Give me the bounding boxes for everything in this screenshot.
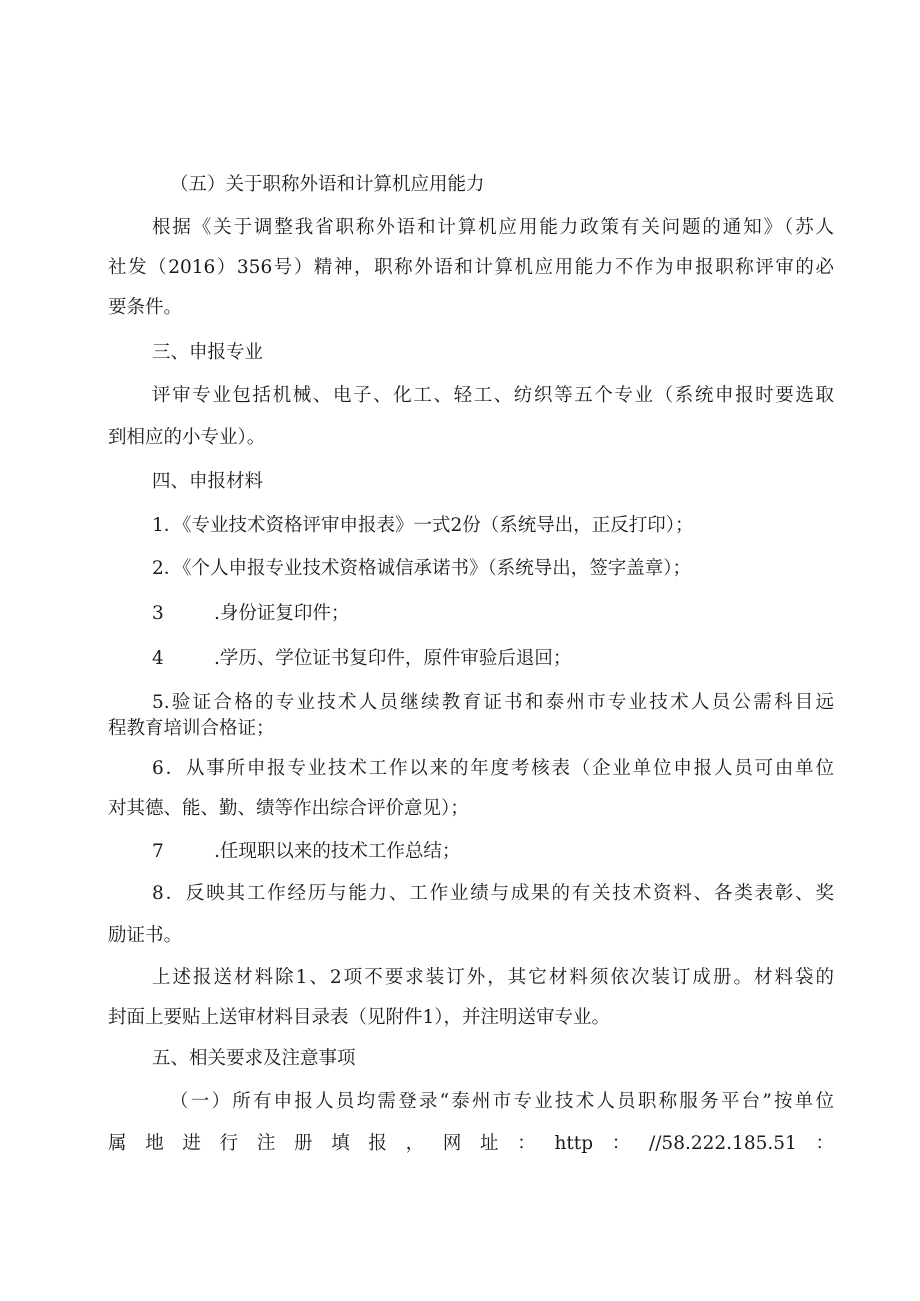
paragraph-line: 封面上要贴上送审材料目录表（见附件1），并注明送审专业。: [108, 1007, 611, 1028]
paragraph-line: 励证书。: [108, 925, 183, 946]
paragraph-line: 对其德、能、勤、绩等作出综合评价意见）；: [108, 798, 469, 819]
list-item-6: 6．从事所申报专业技术工作以来的年度考核表（企业单位申报人员可由单位: [152, 758, 834, 779]
paragraph-line: （一）所有申报人员均需登录“泰州市专业技术人员职称服务平台”按单位: [170, 1091, 834, 1112]
paragraph-line: 到相应的小专业）。: [108, 427, 266, 448]
paragraph-line: 要条件。: [108, 297, 183, 318]
paragraph-line: 上述报送材料除1、2项不要求装订外，其它材料须依次装订成册。材料袋的: [152, 967, 834, 988]
list-item-2: 2．《个人申报专业技术资格诚信承诺书》（系统导出，签字盖章）；: [152, 558, 692, 579]
list-item-7-number: 7: [152, 841, 164, 862]
list-item-1: 1．《专业技术资格评审申报表》一式2份（系统导出，正反打印）；: [152, 515, 694, 536]
paragraph-line: 评审专业包括机械、电子、化工、轻工、纺织等五个专业（系统申报时要选取: [152, 385, 834, 406]
paragraph-line: 根据《关于调整我省职称外语和计算机应用能力政策有关问题的通知》（苏人: [152, 217, 834, 238]
list-item-7: .任现职以来的技术工作总结；: [214, 841, 461, 862]
paragraph-line: 属地进行注册填报，网址：http：//58.222.185.51：: [108, 1133, 834, 1154]
list-item-8: 8．反映其工作经历与能力、工作业绩与成果的有关技术资料、各类表彰、奖: [152, 883, 834, 904]
paragraph-line: 社发（2016）356号）精神，职称外语和计算机应用能力不作为申报职称评审的必: [108, 257, 834, 278]
paragraph-line: 程教育培训合格证；: [108, 718, 275, 739]
section-heading-4: 四、申报材料: [152, 471, 264, 492]
list-item-4-number: 4: [152, 648, 164, 669]
section-heading-3: 三、申报专业: [152, 342, 264, 363]
section-heading-5: 五、相关要求及注意事项: [152, 1048, 356, 1069]
list-item-3-number: 3: [152, 603, 164, 624]
list-item-4: .学历、学位证书复印件，原件审验后退回；: [214, 648, 572, 669]
section-heading-5: （五）关于职称外语和计算机应用能力: [170, 174, 485, 195]
list-item-3: .身份证复印件；: [214, 603, 350, 624]
list-item-5: 5.验证合格的专业技术人员继续教育证书和泰州市专业技术人员公需科目远: [152, 692, 834, 713]
